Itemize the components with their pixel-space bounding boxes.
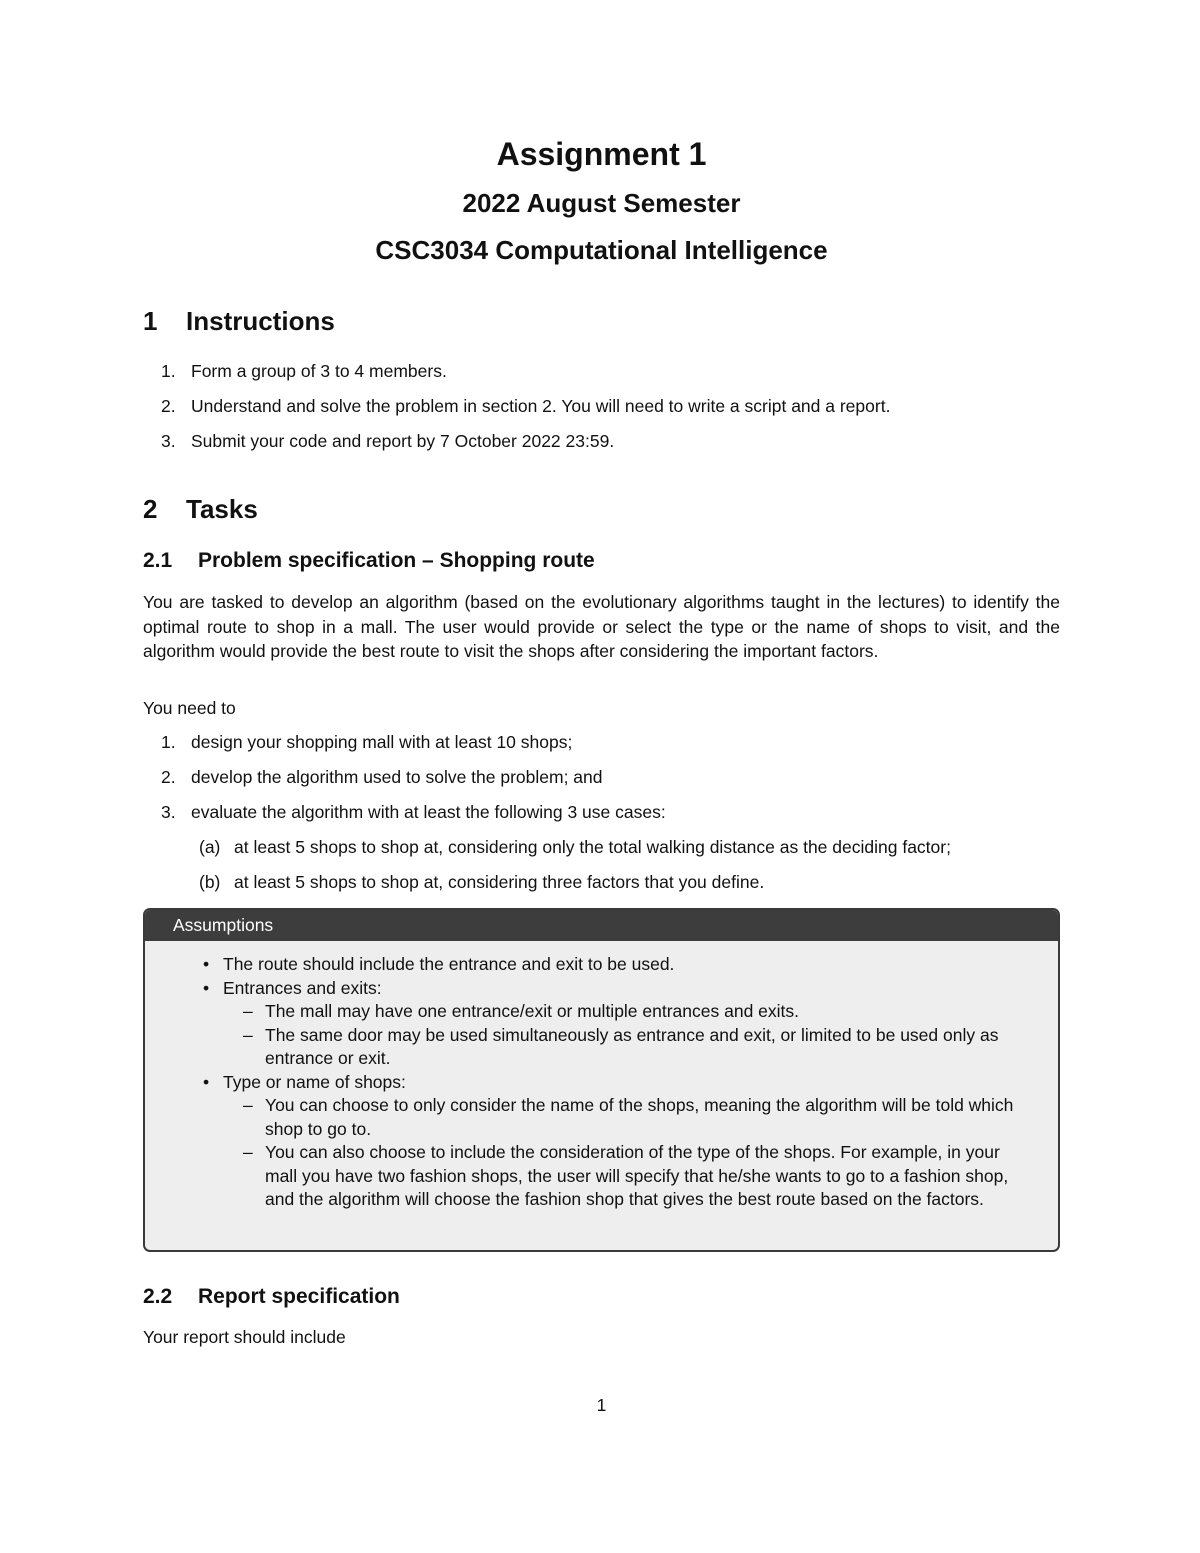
section-1-heading	[143, 304, 335, 338]
list-marker: 1.	[161, 361, 176, 381]
list-marker: 3.	[161, 431, 176, 451]
assumption-text: Entrances and exits:	[223, 977, 382, 998]
you-need-to-intro: You need to	[143, 698, 236, 718]
list-item	[143, 730, 1060, 754]
requirements-list	[143, 730, 1060, 905]
semester-subtitle: 2022 August Semester	[462, 188, 741, 218]
subsection-number: 2.2	[143, 1285, 173, 1308]
bullet-icon: •	[203, 954, 210, 974]
report-intro: Your report should include	[143, 1327, 346, 1347]
list-item-text: Understand and solve the problem in section 2. You will need to write a script and a report.	[191, 396, 891, 416]
assumption-item	[203, 977, 1030, 1001]
section-title: Tasks	[186, 494, 258, 524]
assumptions-title: Assumptions	[145, 910, 1058, 941]
list-item-text: evaluate the algorithm with at least the following 3 use cases:	[191, 802, 666, 822]
assumption-text: You can also choose to include the consideration of the type of the shops. For example, in your mall you have two fashion shops, the user will specify that he/she wants to go to a fashion shop, and the algorithm will choose the fashion shop that gives the best route based on the factors.	[265, 1142, 1009, 1209]
list-item	[143, 394, 1060, 418]
subsection-2-2-heading	[143, 1283, 400, 1311]
section-number: 1	[143, 306, 158, 336]
assumption-subitem	[203, 1094, 1030, 1141]
list-marker: 2.	[161, 396, 176, 416]
use-cases-list	[191, 835, 1060, 894]
subsection-title: Problem specification – Shopping route	[198, 549, 595, 572]
list-marker: 1.	[161, 732, 176, 752]
list-item-text: Submit your code and report by 7 October 2022 23:59.	[191, 431, 615, 451]
list-marker: (a)	[199, 837, 221, 857]
assumption-text: Type or name of shops:	[223, 1071, 406, 1092]
list-item-text: design your shopping mall with at least 10 shops;	[191, 732, 573, 752]
list-item	[143, 765, 1060, 789]
list-item-text: at least 5 shops to shop at, considering three factors that you define.	[234, 872, 765, 892]
list-item	[191, 835, 1060, 859]
page-number: 1	[596, 1395, 607, 1415]
list-marker: 3.	[161, 802, 176, 822]
section-title: Instructions	[186, 306, 335, 336]
bullet-icon: •	[203, 1071, 210, 1092]
subsection-number: 2.1	[143, 549, 173, 572]
dash-icon: –	[243, 1095, 253, 1115]
problem-paragraph: You are tasked to develop an algorithm (based on the evolutionary algorithms taught in the lectures) to identify the optimal route to shop in a mall. The user would provide or select the type or the name of shops to visit, and the algorithm would provide the best route to visit the shops after considering the important factors.	[143, 592, 1060, 661]
dash-icon: –	[243, 1142, 253, 1162]
assumption-subitem	[203, 1000, 1030, 1024]
assumption-text: The mall may have one entrance/exit or multiple entrances and exits.	[265, 1001, 800, 1021]
assumptions-content	[145, 941, 1058, 1212]
course-subtitle: CSC3034 Computational Intelligence	[375, 235, 828, 265]
list-item	[143, 800, 1060, 894]
list-item	[143, 429, 1060, 453]
list-item-text: Form a group of 3 to 4 members.	[191, 361, 447, 381]
assumptions-box	[143, 908, 1060, 1252]
dash-icon: –	[243, 1001, 253, 1021]
list-item-text: at least 5 shops to shop at, considering only the total walking distance as the deciding factor;	[234, 837, 951, 857]
section-number: 2	[143, 494, 158, 524]
assumption-subitem	[203, 1024, 1030, 1071]
list-item	[191, 870, 1060, 894]
list-item	[143, 359, 1060, 383]
list-marker: 2.	[161, 767, 176, 787]
list-item-text: develop the algorithm used to solve the problem; and	[191, 767, 603, 787]
bullet-icon: •	[203, 977, 210, 998]
assumption-text: You can choose to only consider the name of the shops, meaning the algorithm will be told which shop to go to.	[265, 1095, 1014, 1139]
assumption-item	[203, 1071, 1030, 1095]
document-title: Assignment 1	[496, 136, 707, 172]
assumption-subitem	[203, 1141, 1030, 1212]
dash-icon: –	[243, 1024, 253, 1045]
list-marker: (b)	[199, 872, 221, 892]
instructions-list	[143, 359, 1060, 464]
subsection-title: Report specification	[198, 1285, 400, 1308]
section-2-heading	[143, 492, 258, 526]
assumption-item	[203, 953, 1030, 977]
subsection-2-1-heading	[143, 547, 595, 575]
assumption-text: The route should include the entrance and exit to be used.	[223, 954, 675, 974]
assumption-text: The same door may be used simultaneously as entrance and exit, or limited to be used only as entrance or exit.	[265, 1024, 999, 1068]
